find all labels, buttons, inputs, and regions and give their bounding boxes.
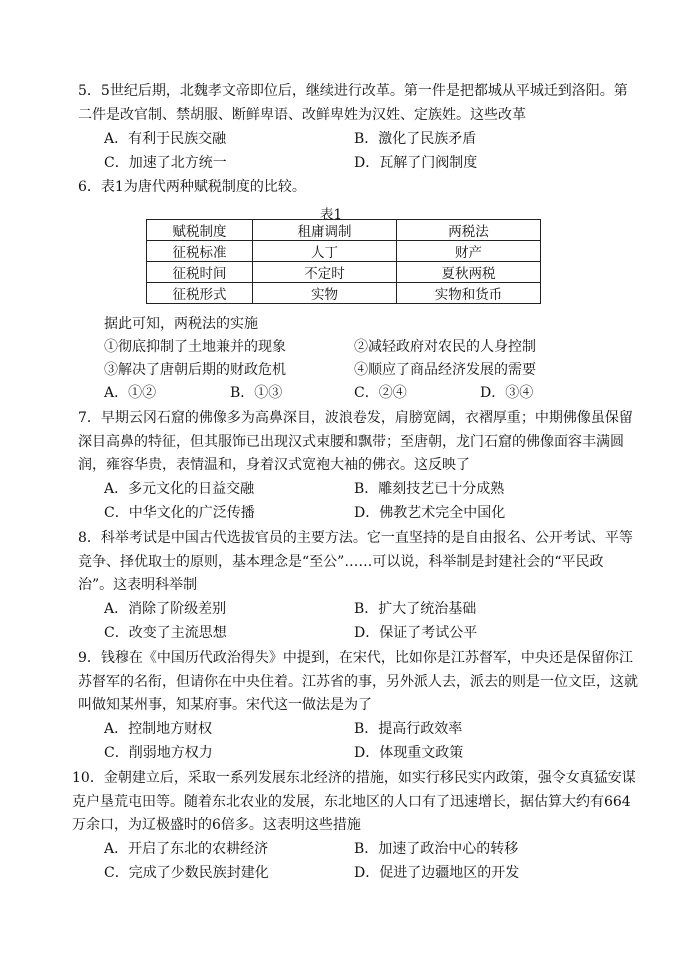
- table-row: [147, 283, 541, 304]
- question-9-option-b: B．提高行政效率: [354, 721, 463, 737]
- table-cell: 实物和货币: [397, 283, 541, 304]
- question-10-stem: 10．金朝建立后，采取一系列发展东北经济的措施，如实行移民实内政策，强令女真猛安谋克户垦荒屯田等。随着东北农业的发展，东北地区的人口有了迅速增长，据估算大约有664万余口，为辽极盛时的6倍多。这表明这些措施: [72, 770, 636, 834]
- question-7-stem: 7．早期云冈石窟的佛像多为高鼻深目，波浪卷发，肩膀宽阔，衣褶厚重；中期佛像虽保留深目高鼻的特征，但其服饰已出现汉式束腰和飘带；至唐朝，龙门石窟的佛像面容丰满圆润，雍容华贵，表情温和，身着汉式宽袍大袖的佛衣。这反映了: [78, 410, 633, 474]
- table-header-cell: 两税法: [397, 220, 541, 241]
- question-10: [72, 767, 638, 838]
- question-7-option-d: D．佛教艺术完全中国化: [354, 505, 506, 521]
- question-6-option-d: D．③④: [480, 385, 534, 401]
- question-7-option-a: A．多元文化的日益交融: [104, 481, 255, 497]
- tax-comparison-table: [146, 219, 541, 304]
- question-5: [78, 80, 638, 127]
- question-8-option-b: B．扩大了统治基础: [354, 601, 477, 617]
- table-row: [147, 262, 541, 283]
- question-7: [78, 407, 638, 478]
- question-5-option-c: C．加速了北方统一: [104, 155, 227, 171]
- question-10-option-b: B．加速了政治中心的转移: [354, 841, 519, 857]
- question-8-option-c: C．改变了主流思想: [104, 625, 227, 641]
- question-9-option-c: C．削弱地方权力: [104, 745, 213, 761]
- question-6-item-1: ①彻底抑制了土地兼并的现象: [104, 339, 286, 355]
- table-cell: 征税形式: [147, 283, 253, 304]
- question-6-lead: 据此可知，两税法的实施: [104, 316, 258, 332]
- question-5-option-d: D．瓦解了门阀制度: [354, 155, 478, 171]
- table-cell: 征税时间: [147, 262, 253, 283]
- question-6-item-2: ②减轻政府对农民的人身控制: [354, 339, 536, 355]
- table-cell: 征税标准: [147, 241, 253, 262]
- question-9-stem: 9．钱穆在《中国历代政治得失》中提到，在宋代，比如你是江苏督军，中央还是保留你江苏督军的名衔，但请你在中央住着。江苏省的事，另外派人去，派去的则是一位文臣，这就叫做知某州事，知某府事。宋代这一做法是为了: [78, 650, 638, 714]
- question-6-option-a: A．①②: [104, 385, 157, 401]
- question-5-option-b: B．激化了民族矛盾: [354, 131, 477, 147]
- table-cell: 财产: [397, 241, 541, 262]
- question-10-option-a: A．开启了东北的农耕经济: [104, 841, 269, 857]
- table-header-cell: 租庸调制: [253, 220, 397, 241]
- table-cell: 不定时: [253, 262, 397, 283]
- question-10-option-d: D．促进了边疆地区的开发: [354, 865, 520, 881]
- table-cell: 实物: [253, 283, 397, 304]
- question-7-option-c: C．中华文化的广泛传播: [104, 505, 255, 521]
- question-6-option-b: B．①③: [230, 385, 283, 401]
- question-5-stem: 5．5世纪后期，北魏孝文帝即位后，继续进行改革。第一件是把都城从平城迁到洛阳。第二件是改官制、禁胡服、断鲜卑语、改鲜卑姓为汉姓、定族姓。这些改革: [78, 83, 628, 123]
- table-header-cell: 赋税制度: [147, 220, 253, 241]
- table-cell: 夏秋两税: [397, 262, 541, 283]
- question-9: [78, 647, 638, 718]
- question-8-option-d: D．保证了考试公平: [354, 625, 478, 641]
- question-7-option-b: B．雕刻技艺已十分成熟: [354, 481, 505, 497]
- table-row: [147, 241, 541, 262]
- table-header-row: [147, 220, 541, 241]
- question-8-option-a: A．消除了阶级差别: [104, 601, 227, 617]
- question-5-option-a: A．有利于民族交融: [104, 131, 227, 147]
- question-9-option-a: A．控制地方财权: [104, 721, 213, 737]
- question-10-option-c: C．完成了少数民族封建化: [104, 865, 269, 881]
- question-6-option-c: C．②④: [354, 385, 407, 401]
- question-6-stem: 6．表1为唐代两种赋税制度的比较。: [78, 179, 306, 195]
- question-9-option-d: D．体现重文政策: [354, 745, 464, 761]
- question-8-stem: 8．科举考试是中国古代选拔官员的主要方法。它一直坚持的是自由报名、公开考试、平等竞争、择优取士的原则，基本理念是“至公”……可以说，科举制是封建社会的“平民政治”。这表明科举制: [78, 530, 633, 594]
- question-6-item-4: ④顺应了商品经济发展的需要: [354, 362, 536, 378]
- table-caption: 表1: [320, 207, 343, 223]
- table-cell: 人丁: [253, 241, 397, 262]
- question-8: [78, 527, 638, 598]
- question-6-item-3: ③解决了唐朝后期的财政危机: [104, 362, 286, 378]
